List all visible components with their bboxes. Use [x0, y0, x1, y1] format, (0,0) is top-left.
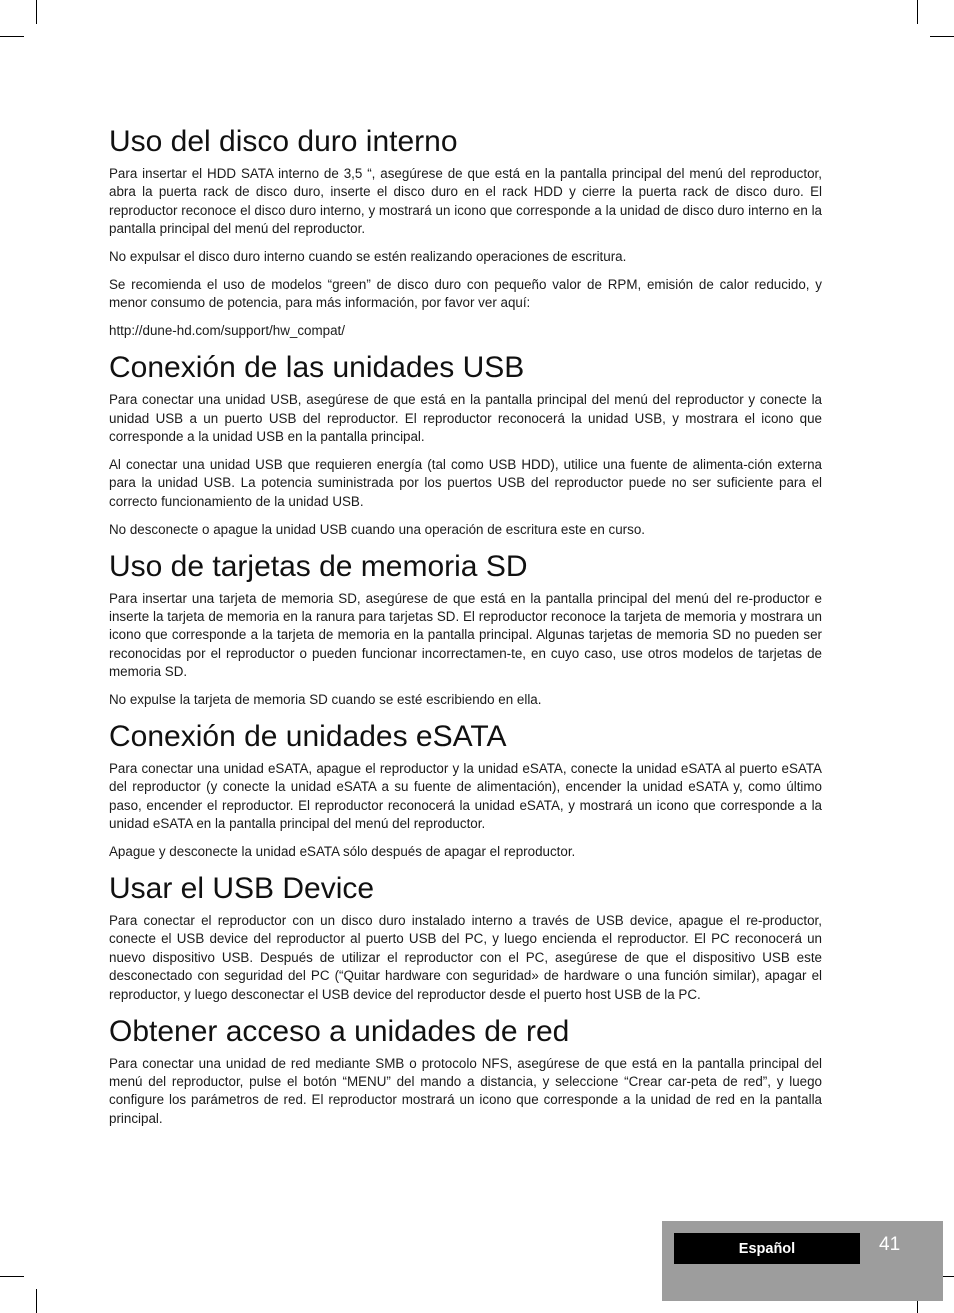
paragraph: Al conectar una unidad USB que requieren energía (tal como USB HDD), utilice una fuente de alimenta-ción externa para la unidad USB. La potencia suministrada por los puertos USB del reproductor puede no ser suficiente para el correcto funcionamiento de la unidad USB.: [109, 456, 822, 509]
crop-mark-bottom-left-horizontal: [0, 1276, 24, 1277]
paragraph: No expulsar el disco duro interno cuando se estén realizando operaciones de escritura.: [109, 249, 627, 265]
crop-mark-top-right-vertical: [917, 0, 918, 24]
paragraph: Para insertar el HDD SATA interno de 3,5 “, asegúrese de que está en la pantalla principal del menú del reproductor, abra la puerta rack de disco duro, inserte el disco duro en el rack HDD y cierre la puerta rack de disco duro. El reproductor reconoce el disco duro interno, y mostrará un icono que corresponde a la unidad de disco duro interno en la pantalla principal del menú del reproductor.: [109, 166, 822, 237]
language-badge: Español: [674, 1233, 860, 1264]
crop-mark-bottom-left-vertical: [36, 1289, 37, 1313]
section-title: Uso del disco duro interno: [109, 125, 458, 158]
crop-mark-top-right-horizontal: [930, 36, 954, 37]
section-title: Conexión de unidades eSATA: [109, 720, 507, 754]
page-number: 41: [879, 1234, 901, 1255]
section-title: Conexión de las unidades USB: [109, 351, 525, 385]
paragraph: Para conectar una unidad de red mediante SMB o protocolo NFS, asegúrese de que está en la pantalla principal del menú del reproductor, pulse el botón “MENU” del mando a distancia, y seleccione “Crear car-peta de red”, y luego configure los parámetros de red. El reproductor mostrará un icono que corresponde a la unidad de red en la pantalla principal.: [109, 1055, 822, 1126]
paragraph: Para conectar una unidad eSATA, apague el reproductor y la unidad eSATA, conecte la unidad eSATA al puerto eSATA del reproductor (y conecte la unidad eSATA a su fuente de alimentación), encender la unidad eSATA y, como último paso, encender el reproductor. El reproductor reconocerá la unidad eSATA, y mostrará un icono que corresponde a la unidad eSATA en la pantalla principal del menú del reproductor.: [109, 761, 822, 832]
paragraph: No desconecte o apague la unidad USB cuando una operación de escritura este en curso.: [109, 521, 645, 537]
page-content: [109, 124, 822, 1138]
section-title: Usar el USB Device: [109, 872, 375, 906]
section-title: Obtener acceso a unidades de red: [109, 1014, 570, 1048]
section-esata: [109, 719, 822, 862]
paragraph: Para insertar una tarjeta de memoria SD, asegúrese de que está en la pantalla principal del menú del re-productor e inserte la tarjeta de memoria en la ranura para tarjetas SD. El reproductor reconoce la tarjeta de memoria y mostrara un icono que corresponde a la tarjeta de memoria en la pantalla principal. Algunas tarjetas de memoria SD no pueden ser reconocidas por el reproductor o pueden funcionar incorrectamen-te, en cuyo caso, use otros modelos de tarjetas de memoria SD.: [109, 590, 822, 680]
crop-mark-top-left-vertical: [36, 0, 37, 24]
section-internal-hdd: [109, 124, 822, 341]
paragraph: No expulse la tarjeta de memoria SD cuando se esté escribiendo en ella.: [109, 692, 542, 708]
section-usb-device: [109, 871, 822, 1004]
paragraph: Apague y desconecte la unidad eSATA sólo después de apagar el reproductor.: [109, 844, 576, 860]
compat-url: http://dune-hd.com/support/hw_compat/: [109, 323, 345, 339]
page-footer: [662, 1221, 943, 1301]
section-network-drives: [109, 1014, 822, 1129]
paragraph: Se recomienda el uso de modelos “green” de disco duro con pequeño valor de RPM, emisión de calor reducido, y menor consumo de potencia, para más información, por favor ver aquí:: [109, 277, 822, 311]
paragraph: Para conectar el reproductor con un disco duro instalado interno a través de USB device, apague el re-productor, conecte el USB device del reproductor al puerto USB del PC, y luego encienda el reproductor. El PC reconocerá un nuevo dispositivo USB. Después de utilizar el reproductor con el PC, asegúrese de que el dispositivo USB este desconectado con seguridad del PC (“Quitar hardware con seguridad» de hardware o una función similar), apagar el reproductor, y luego desconectar el USB device del reproductor desde el puerto host USB de la PC.: [109, 913, 822, 1002]
crop-mark-top-left-horizontal: [0, 36, 24, 37]
section-sd-cards: [109, 549, 822, 710]
section-usb-drives: [109, 350, 822, 539]
paragraph: Para conectar una unidad USB, asegúrese de que está en la pantalla principal del menú del reproductor y conecte la unidad USB a un puerto USB del reproductor. El reproductor reconocerá la unidad USB, y mostrara el icono que corresponde a la unidad USB en la pantalla principal.: [109, 392, 822, 445]
section-title: Uso de tarjetas de memoria SD: [109, 549, 528, 583]
